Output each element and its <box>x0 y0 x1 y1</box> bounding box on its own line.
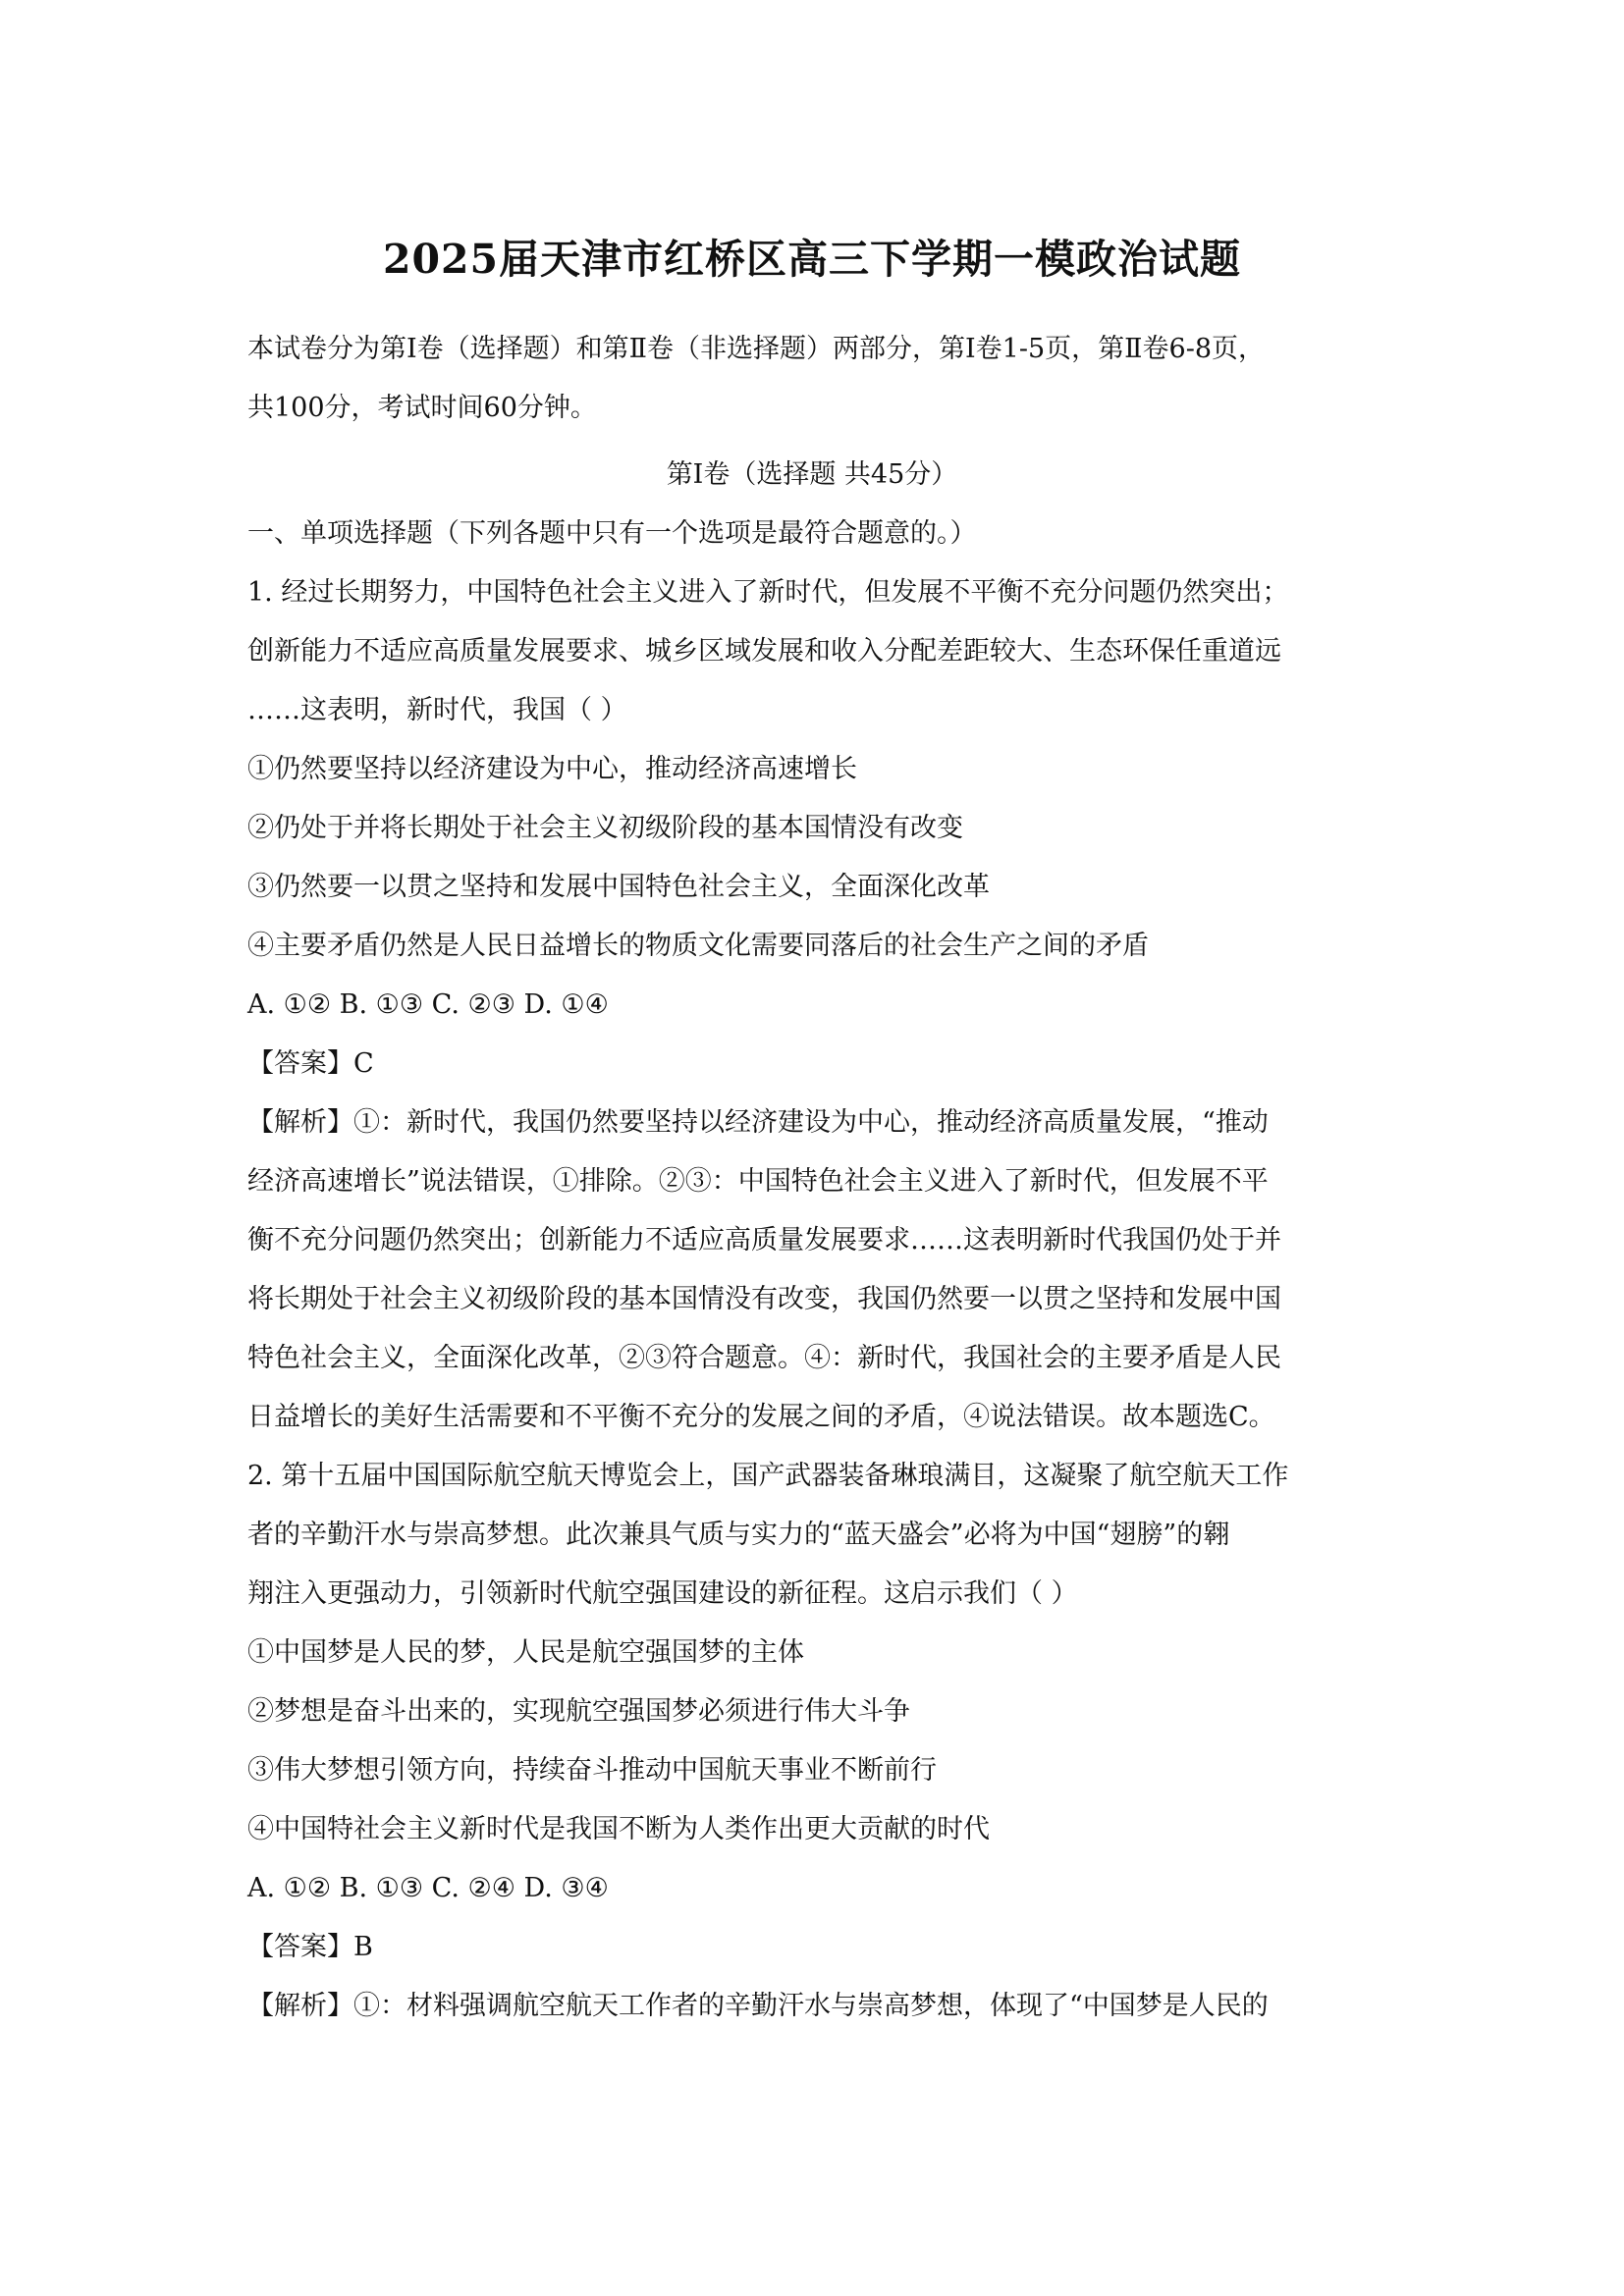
q1-analysis-line-1: 【解析】①：新时代，我国仍然要坚持以经济建设为中心，推动经济高质量发展，“推动 <box>247 1107 1269 1138</box>
q2-statement-1: ①中国梦是人民的梦，人民是航空强国梦的主体 <box>247 1637 804 1668</box>
q2-stem-line-3: 翔注入更强动力，引领新时代航空强国建设的新征程。这启示我们（ ） <box>247 1578 1078 1609</box>
q1-analysis-line-2: 经济高速增长”说法错误，①排除。②③：中国特色社会主义进入了新时代，但发展不平 <box>247 1166 1269 1197</box>
q1-answer: 【答案】C <box>247 1048 374 1079</box>
q1-analysis-line-6: 日益增长的美好生活需要和不平衡不充分的发展之间的矛盾，④说法错误。故本题选C。 <box>247 1402 1275 1432</box>
q1-statement-4: ④主要矛盾仍然是人民日益增长的物质文化需要同落后的社会生产之间的矛盾 <box>247 931 1149 961</box>
q2-options: A. ①② B. ①③ C. ②④ D. ③④ <box>247 1873 609 1903</box>
q1-stem-line-1: 1. 经过长期努力，中国特色社会主义进入了新时代，但发展不平衡不充分问题仍然突出； <box>247 577 1289 608</box>
q2-stem-line-2: 者的辛勤汗水与崇高梦想。此次兼具气质与实力的“蓝天盛会”必将为中国“翅膀”的翱 <box>247 1520 1230 1550</box>
q1-analysis-line-4: 将长期处于社会主义初级阶段的基本国情没有改变，我国仍然要一以贯之坚持和发展中国 <box>247 1284 1281 1314</box>
section-heading: 第Ⅰ卷（选择题 共45分） <box>666 459 958 490</box>
q2-statement-2: ②梦想是奋斗出来的，实现航空强国梦必须进行伟大斗争 <box>247 1696 910 1727</box>
q2-statement-3: ③伟大梦想引领方向，持续奋斗推动中国航天事业不断前行 <box>247 1755 937 1786</box>
part-heading: 一、单项选择题（下列各题中只有一个选项是最符合题意的。） <box>247 518 977 549</box>
document-title: 2025届天津市红桥区高三下学期一模政治试题 <box>382 236 1242 283</box>
q2-analysis-line-1: 【解析】①：材料强调航空航天工作者的辛勤汗水与崇高梦想，体现了“中国梦是人民的 <box>247 1991 1269 2021</box>
q1-options: A. ①② B. ①③ C. ②③ D. ①④ <box>247 989 609 1020</box>
intro-line-2: 共100分，考试时间60分钟。 <box>247 393 597 423</box>
q1-analysis-line-5: 特色社会主义，全面深化改革，②③符合题意。④：新时代，我国社会的主要矛盾是人民 <box>247 1343 1281 1373</box>
q2-statement-4: ④中国特社会主义新时代是我国不断为人类作出更大贡献的时代 <box>247 1814 990 1844</box>
q2-stem-line-1: 2. 第十五届中国国际航空航天博览会上，国产武器装备琳琅满目，这凝聚了航空航天工作 <box>247 1461 1289 1491</box>
intro-line-1: 本试卷分为第Ⅰ卷（选择题）和第Ⅱ卷（非选择题）两部分，第Ⅰ卷1-5页，第Ⅱ卷6-8页， <box>247 334 1265 364</box>
q1-statement-1: ①仍然要坚持以经济建设为中心，推动经济高速增长 <box>247 754 857 784</box>
q1-analysis-line-3: 衡不充分问题仍然突出；创新能力不适应高质量发展要求……这表明新时代我国仍处于并 <box>247 1225 1281 1255</box>
q1-statement-2: ②仍处于并将长期处于社会主义初级阶段的基本国情没有改变 <box>247 813 963 843</box>
q1-stem-line-2: 创新能力不适应高质量发展要求、城乡区域发展和收入分配差距较大、生态环保任重道远 <box>247 636 1281 667</box>
q2-answer: 【答案】B <box>247 1932 373 1962</box>
q1-stem-line-3: ……这表明，新时代，我国（ ） <box>247 695 627 725</box>
q1-statement-3: ③仍然要一以贯之坚持和发展中国特色社会主义，全面深化改革 <box>247 872 990 902</box>
